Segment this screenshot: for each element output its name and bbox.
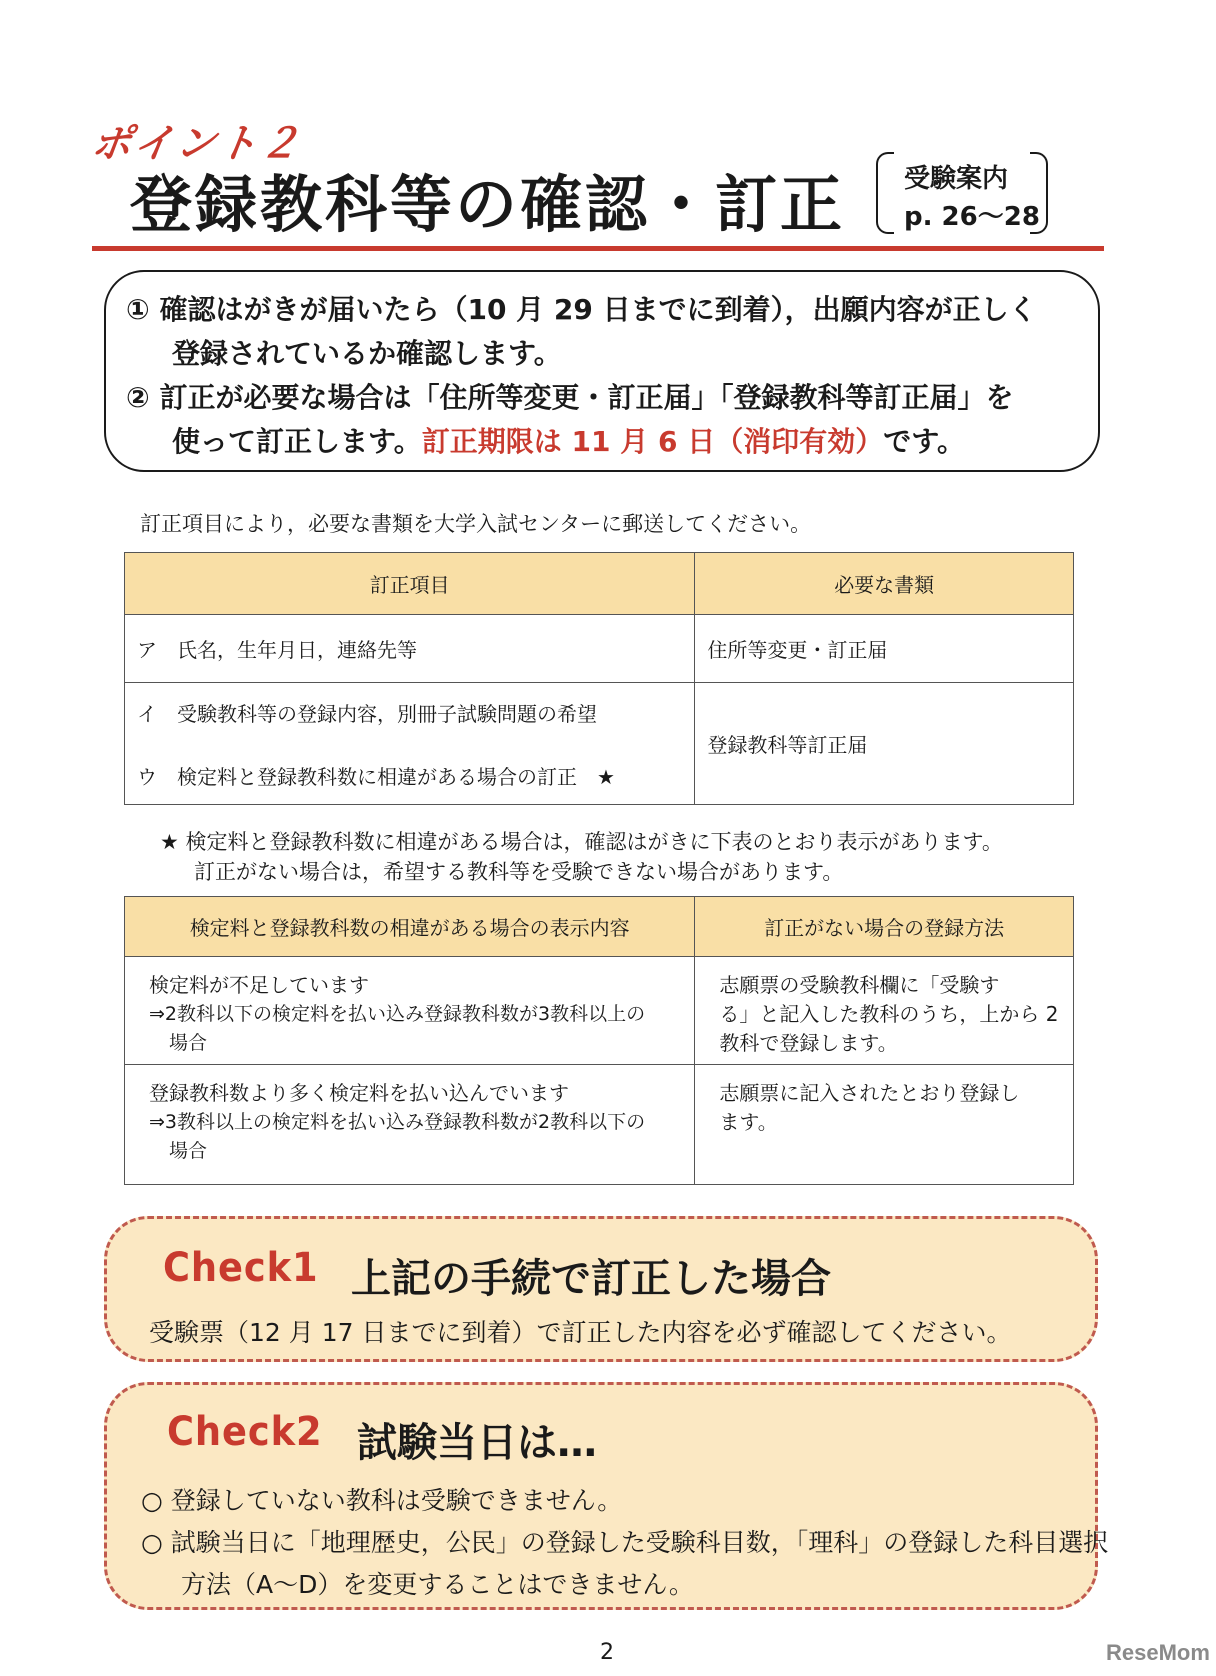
required-document: 住所等変更・訂正届 <box>695 615 1074 683</box>
registration-method-cell <box>695 957 1074 1065</box>
method-line: ます。 <box>719 1110 778 1134</box>
correction-items-table <box>124 552 1074 805</box>
required-document: 登録教科等訂正届 <box>695 683 1074 805</box>
summary-line-4-suffix: です。 <box>883 425 965 458</box>
summary-line-4-prefix: 使って訂正します。 <box>172 425 422 458</box>
registration-method-cell <box>695 1065 1074 1185</box>
column-header: 訂正項目 <box>125 553 695 615</box>
point-label: ポイント２ <box>88 121 305 167</box>
correction-item: ウ 検定料と登録教科数に相違がある場合の訂正 ★ <box>137 764 615 789</box>
display-detail: 場合 <box>169 1140 208 1162</box>
correction-item: イ 受験教科等の登録内容，別冊子試験問題の希望 <box>137 701 597 726</box>
check2-item-1: ○ 登録していない教科は受験できません。 <box>141 1486 623 1515</box>
summary-line-4 <box>172 420 965 460</box>
note-line-2: 訂正がない場合は，希望する教科等を受験できない場合があります。 <box>194 860 844 884</box>
method-line: 志願票に記入されたとおり登録し <box>719 1081 1020 1105</box>
check1-heading: 上記の手続で訂正した場合 <box>351 1256 831 1302</box>
display-title: 登録教科数より多く検定料を払い込んでいます <box>149 1081 569 1105</box>
table-row <box>125 957 1074 1065</box>
reference-pages: p. 26〜28 <box>904 202 1040 232</box>
left-bracket <box>876 152 894 234</box>
check2-tag: Check2 <box>167 1409 323 1455</box>
method-line: 志願票の受験教科欄に「受験す <box>719 973 1000 997</box>
display-title: 検定料が不足しています <box>149 973 369 997</box>
table-row <box>125 683 1074 805</box>
page-title: 登録教科等の確認・訂正 <box>130 168 846 241</box>
deadline-text: 訂正期限は 11 月 6 日（消印有効） <box>421 425 884 458</box>
check1-tag: Check1 <box>163 1245 319 1291</box>
fee-mismatch-table <box>124 896 1074 1185</box>
display-content-cell <box>125 1065 695 1185</box>
check2-item-2-continued: 方法（A〜D）を変更することはできません。 <box>181 1570 694 1599</box>
table-row <box>125 615 1074 683</box>
watermark-logo: ReseMom <box>1106 1640 1210 1665</box>
display-detail: ⇒2教科以下の検定料を払い込み登録教科数が3教科以上の <box>149 1003 646 1025</box>
check2-heading: 試験当日は… <box>357 1420 597 1466</box>
note-line-1: ★ 検定料と登録教科数に相違がある場合は，確認はがきに下表のとおり表示があります。 <box>160 830 1003 854</box>
title-underline <box>92 246 1104 251</box>
reference-box <box>876 152 1048 234</box>
check2-box <box>104 1382 1109 1610</box>
method-line: る」と記入した教科のうち，上から 2 <box>719 1002 1059 1026</box>
display-detail: ⇒3教科以上の検定料を払い込み登録教科数が2教科以下の <box>149 1111 646 1133</box>
intro-text: 訂正項目により，必要な書類を大学入試センターに郵送してください。 <box>140 512 812 536</box>
reference-title: 受験案内 <box>904 164 1009 194</box>
summary-line-1: ① 確認はがきが届いたら（10 月 29 日までに到着），出願内容が正しく <box>126 293 1037 326</box>
column-header: 訂正がない場合の登録方法 <box>695 897 1074 957</box>
check2-item-2: ○ 試験当日に「地理歴史，公民」の登録した受験科目数，「理科」の登録した科目選択 <box>141 1528 1109 1557</box>
method-line: 教科で登録します。 <box>719 1031 898 1055</box>
correction-item-cell <box>125 683 695 805</box>
display-detail: 場合 <box>169 1032 208 1054</box>
table-row <box>125 1065 1074 1185</box>
summary-line-3: ② 訂正が必要な場合は「住所等変更・訂正届」「登録教科等訂正届」を <box>126 381 1014 414</box>
column-header: 必要な書類 <box>695 553 1074 615</box>
summary-line-2: 登録されているか確認します。 <box>172 337 562 370</box>
check1-box <box>104 1216 1098 1362</box>
correction-item: ア 氏名，生年月日，連絡先等 <box>125 615 695 683</box>
check1-body: 受験票（12 月 17 日までに到着）で訂正した内容を必ず確認してください。 <box>149 1318 1012 1347</box>
column-header: 検定料と登録教科数の相違がある場合の表示内容 <box>125 897 695 957</box>
table-header-row <box>125 897 1074 957</box>
page-number: 2 <box>600 1640 614 1665</box>
table-header-row <box>125 553 1074 615</box>
summary-box <box>104 270 1100 472</box>
display-content-cell <box>125 957 695 1065</box>
